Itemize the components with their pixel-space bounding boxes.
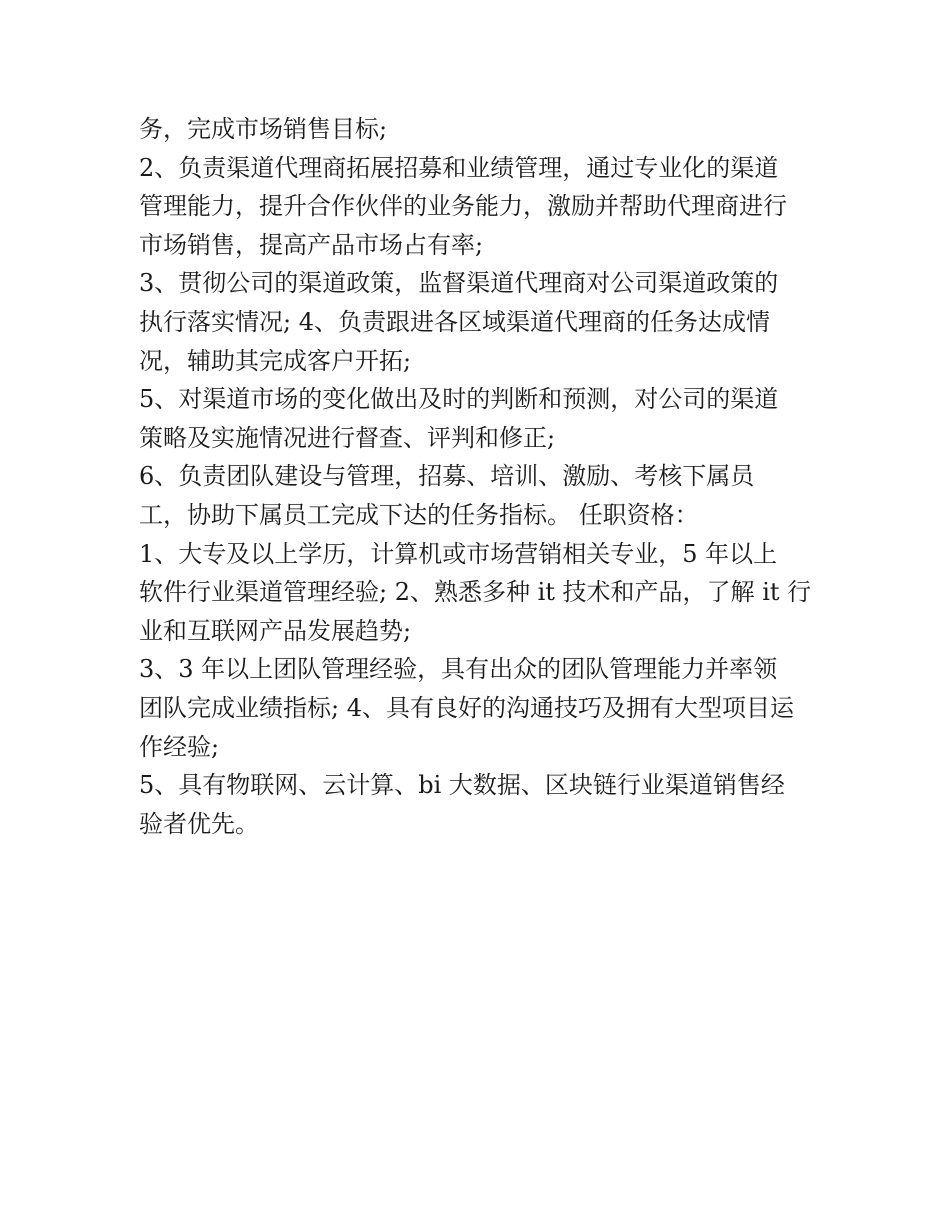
text-line: 团队完成业绩指标; 4、具有良好的沟通技巧及拥有大型项目运 [139, 693, 794, 722]
text-line: 策略及实施情况进行督查、评判和修正; [139, 423, 556, 452]
text-line: 务，完成市场销售目标; [139, 115, 388, 143]
text-line: 管理能力，提升合作伙伴的业务能力，激励并帮助代理商进行 [139, 192, 787, 221]
text-line: 业和互联网产品发展趋势; [139, 616, 412, 645]
text-line: 作经验; [139, 732, 220, 761]
text-line: 市场销售，提高产品市场占有率; [139, 230, 484, 259]
text-line: 5、具有物联网、云计算、bi 大数据、区块链行业渠道销售经 [139, 771, 785, 800]
text-line: 执行落实情况; 4、负责跟进各区域渠道代理商的任务达成情 [139, 307, 770, 336]
text-line: 1、大专及以上学历，计算机或市场营销相关专业，5 年以上 [139, 539, 778, 568]
text-line: 6、负责团队建设与管理，招募、培训、激励、考核下属员 [139, 462, 755, 491]
text-line: 5、对渠道市场的变化做出及时的判断和预测，对公司的渠道 [139, 385, 779, 414]
text-line: 验者优先。 [139, 809, 259, 838]
text-line: 软件行业渠道管理经验; 2、熟悉多种 it 技术和产品，了解 it 行 [139, 578, 812, 607]
text-line: 3、3 年以上团队管理经验，具有出众的团队管理能力并率领 [139, 655, 778, 684]
text-line: 3、贯彻公司的渠道政策，监督渠道代理商对公司渠道政策的 [139, 269, 779, 298]
text-line: 2、负责渠道代理商拓展招募和业绩管理，通过专业化的渠道 [139, 153, 779, 182]
document-body [139, 110, 819, 843]
text-line: 工，协助下属员工完成下达的任务指标。 任职资格： [139, 500, 699, 529]
text-line: 况，辅助其完成客户开拓; [139, 346, 412, 375]
